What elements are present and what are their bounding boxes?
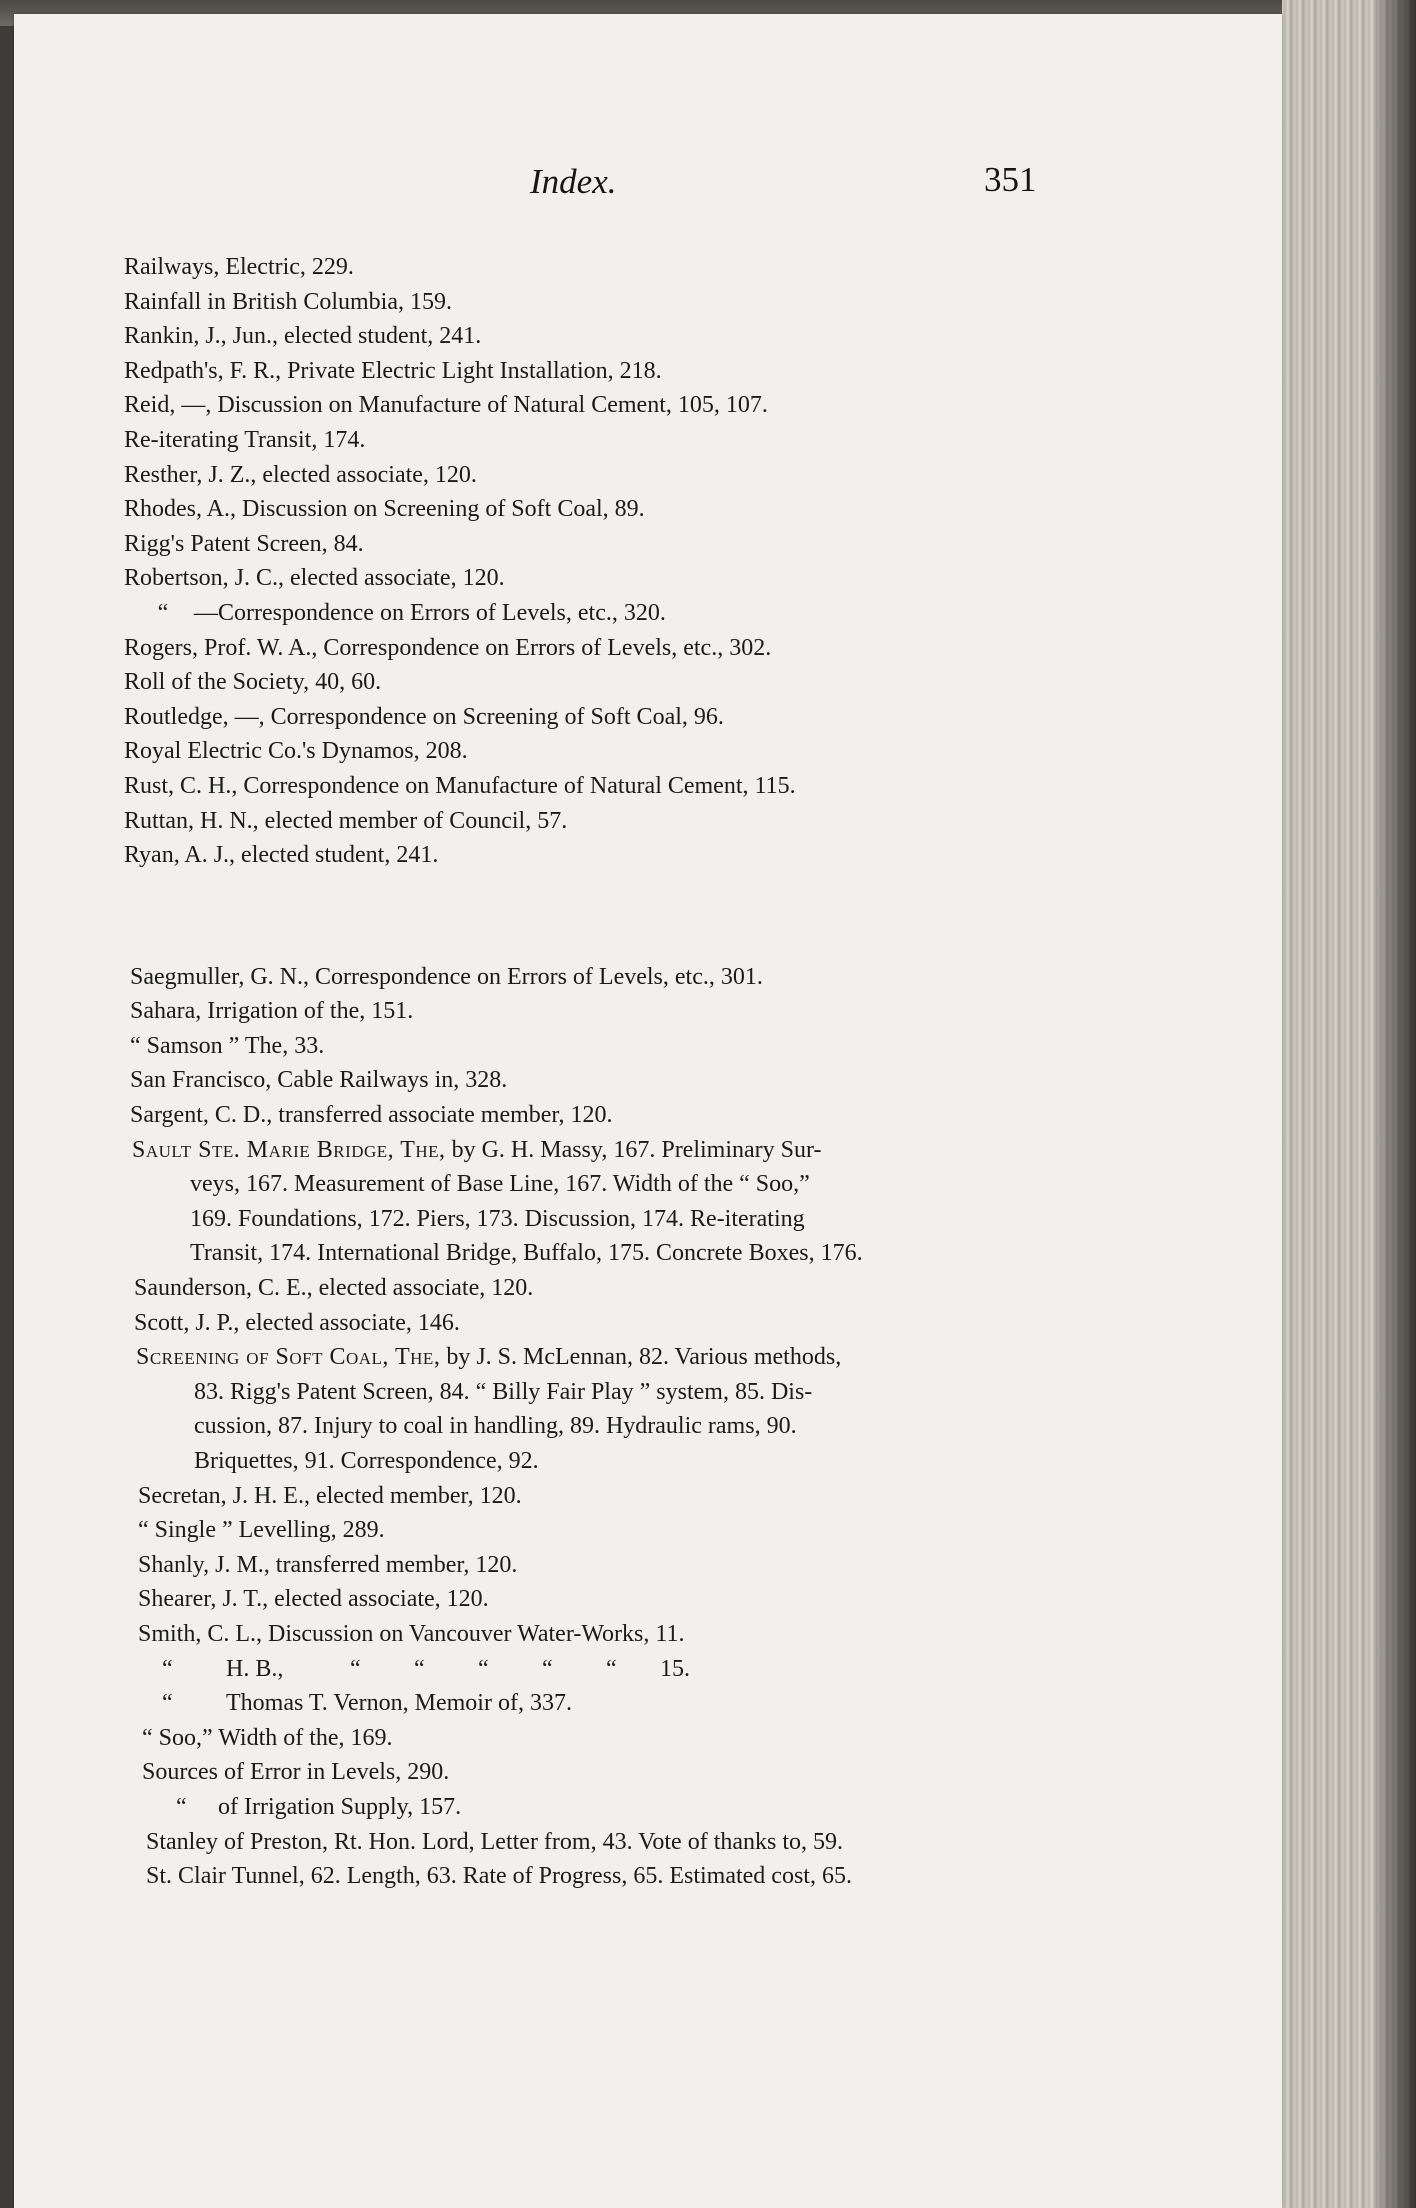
index-entry: Rhodes, A., Discussion on Screening of Soft Coal, 89. bbox=[124, 496, 645, 523]
ditto-mark: “ bbox=[162, 1690, 173, 1717]
entry-heading: Screening of Soft Coal, The, bbox=[136, 1344, 441, 1371]
index-entry: Sources of Error in Levels, 290. bbox=[142, 1759, 450, 1786]
index-entry: Redpath's, F. R., Private Electric Light Installation, 218. bbox=[124, 357, 662, 384]
index-entry: Rogers, Prof. W. A., Correspondence on Errors of Levels, etc., 302. bbox=[124, 634, 772, 661]
entry-text: Thomas T. Vernon, Memoir of, 337. bbox=[226, 1690, 572, 1717]
index-group-r-continued bbox=[124, 631, 1124, 873]
page-number: 351 bbox=[984, 160, 1037, 199]
index-group-s-continued bbox=[124, 1721, 1124, 1790]
entry-continuation: cussion, 87. Injury to coal in handling, 89. Hydraulic rams, 90. bbox=[194, 1413, 797, 1440]
index-entry: Robertson, J. C., elected associate, 120. bbox=[124, 565, 505, 592]
entry-heading: Sault Ste. Marie Bridge, The, bbox=[132, 1136, 446, 1163]
index-entry: Shanly, J. M., transferred member, 120. bbox=[138, 1551, 518, 1578]
index-entry: Rainfall in British Columbia, 159. bbox=[124, 288, 452, 315]
running-title: Index. bbox=[530, 162, 617, 201]
entry-text: by G. H. Massy, 167. Preliminary Sur- bbox=[445, 1136, 822, 1163]
index-entry-ditto bbox=[124, 1790, 1124, 1825]
entry-text: of Irrigation Supply, 157. bbox=[218, 1793, 462, 1820]
index-entry: Saegmuller, G. N., Correspondence on Errors of Levels, etc., 301. bbox=[130, 963, 763, 990]
index-entry-ditto bbox=[124, 1652, 1124, 1687]
index-group-s bbox=[124, 960, 1124, 1133]
ditto-mark: “ bbox=[414, 1655, 425, 1682]
index-entry: Ryan, A. J., elected student, 241. bbox=[124, 842, 439, 869]
index-entry: Secretan, J. H. E., elected member, 120. bbox=[138, 1482, 522, 1509]
section-gap bbox=[124, 873, 1124, 960]
index-entry-ditto bbox=[124, 596, 1124, 631]
entry-continuation: Briquettes, 91. Correspondence, 92. bbox=[194, 1448, 539, 1474]
index-entry-screening-of-soft-coal bbox=[124, 1340, 1124, 1478]
index-entry: Roll of the Society, 40, 60. bbox=[124, 669, 382, 696]
index-entry: Smith, C. L., Discussion on Vancouver Water-Works, 11. bbox=[138, 1620, 685, 1647]
entry-continuation: 83. Rigg's Patent Screen, 84. “ Billy Fair Play ” system, 85. Dis- bbox=[194, 1378, 813, 1405]
index-group-s-continued bbox=[124, 1825, 1124, 1894]
index-group-s-continued bbox=[124, 1479, 1124, 1652]
index-entry: Scott, J. P., elected associate, 146. bbox=[134, 1309, 460, 1336]
entry-continuation: Transit, 174. International Bridge, Buffalo, 175. Concrete Boxes, 176. bbox=[190, 1240, 863, 1267]
index-entry-ditto bbox=[124, 1686, 1124, 1721]
index-entry: Rust, C. H., Correspondence on Manufacture of Natural Cement, 115. bbox=[124, 772, 796, 799]
index-entry: Ruttan, H. N., elected member of Council, 57. bbox=[124, 807, 568, 834]
index-entry: Royal Electric Co.'s Dynamos, 208. bbox=[124, 738, 468, 765]
ditto-mark: “ bbox=[162, 1655, 173, 1682]
index-entry: Rigg's Patent Screen, 84. bbox=[124, 530, 364, 557]
index-group-r bbox=[124, 250, 1124, 596]
index-entry: Shearer, J. T., elected associate, 120. bbox=[138, 1586, 489, 1613]
index-entry: San Francisco, Cable Railways in, 328. bbox=[130, 1067, 508, 1094]
ditto-mark: “ bbox=[542, 1655, 553, 1682]
entry-continuation: veys, 167. Measurement of Base Line, 167. Width of the “ Soo,” bbox=[190, 1171, 810, 1198]
index-entry: Stanley of Preston, Rt. Hon. Lord, Letter from, 43. Vote of thanks to, 59. bbox=[146, 1828, 844, 1855]
entry-text: H. B., bbox=[226, 1655, 284, 1682]
index-entry: Reid, —, Discussion on Manufacture of Natural Cement, 105, 107. bbox=[124, 392, 768, 419]
book-page bbox=[14, 14, 1282, 2208]
book-page-edges bbox=[1282, 0, 1416, 2208]
ditto-mark: “ bbox=[478, 1655, 489, 1682]
entry-text: by J. S. McLennan, 82. Various methods, bbox=[440, 1344, 842, 1371]
page-reference: 15. bbox=[660, 1655, 690, 1682]
index-entry: Re-iterating Transit, 174. bbox=[124, 426, 366, 453]
index-entry: “ Samson ” The, 33. bbox=[130, 1032, 325, 1059]
entry-continuation: 169. Foundations, 172. Piers, 173. Discussion, 174. Re-iterating bbox=[190, 1205, 805, 1232]
index-entry: Railways, Electric, 229. bbox=[124, 254, 354, 280]
index-entry: Saunderson, C. E., elected associate, 120. bbox=[134, 1275, 534, 1302]
entry-text: —Correspondence on Errors of Levels, etc., 320. bbox=[194, 599, 666, 626]
index-entry: “ Single ” Levelling, 289. bbox=[138, 1517, 385, 1544]
ditto-mark: “ bbox=[350, 1655, 361, 1682]
index-entry: Resther, J. Z., elected associate, 120. bbox=[124, 461, 477, 488]
index-entries bbox=[124, 250, 1124, 1894]
index-entry: Routledge, —, Correspondence on Screening of Soft Coal, 96. bbox=[124, 703, 724, 730]
index-entry: Sargent, C. D., transferred associate member, 120. bbox=[130, 1102, 613, 1129]
ditto-mark: “ bbox=[157, 599, 169, 626]
index-entry: “ Soo,” Width of the, 169. bbox=[142, 1724, 393, 1751]
ditto-mark: “ bbox=[606, 1655, 617, 1682]
index-entry: Sahara, Irrigation of the, 151. bbox=[130, 998, 414, 1025]
ditto-mark: “ bbox=[176, 1793, 187, 1820]
index-entry-sault-ste-marie-bridge bbox=[124, 1133, 1124, 1271]
index-entry: St. Clair Tunnel, 62. Length, 63. Rate of Progress, 65. Estimated cost, 65. bbox=[146, 1863, 852, 1890]
index-group-s-continued bbox=[124, 1271, 1124, 1340]
index-entry: Rankin, J., Jun., elected student, 241. bbox=[124, 323, 482, 350]
